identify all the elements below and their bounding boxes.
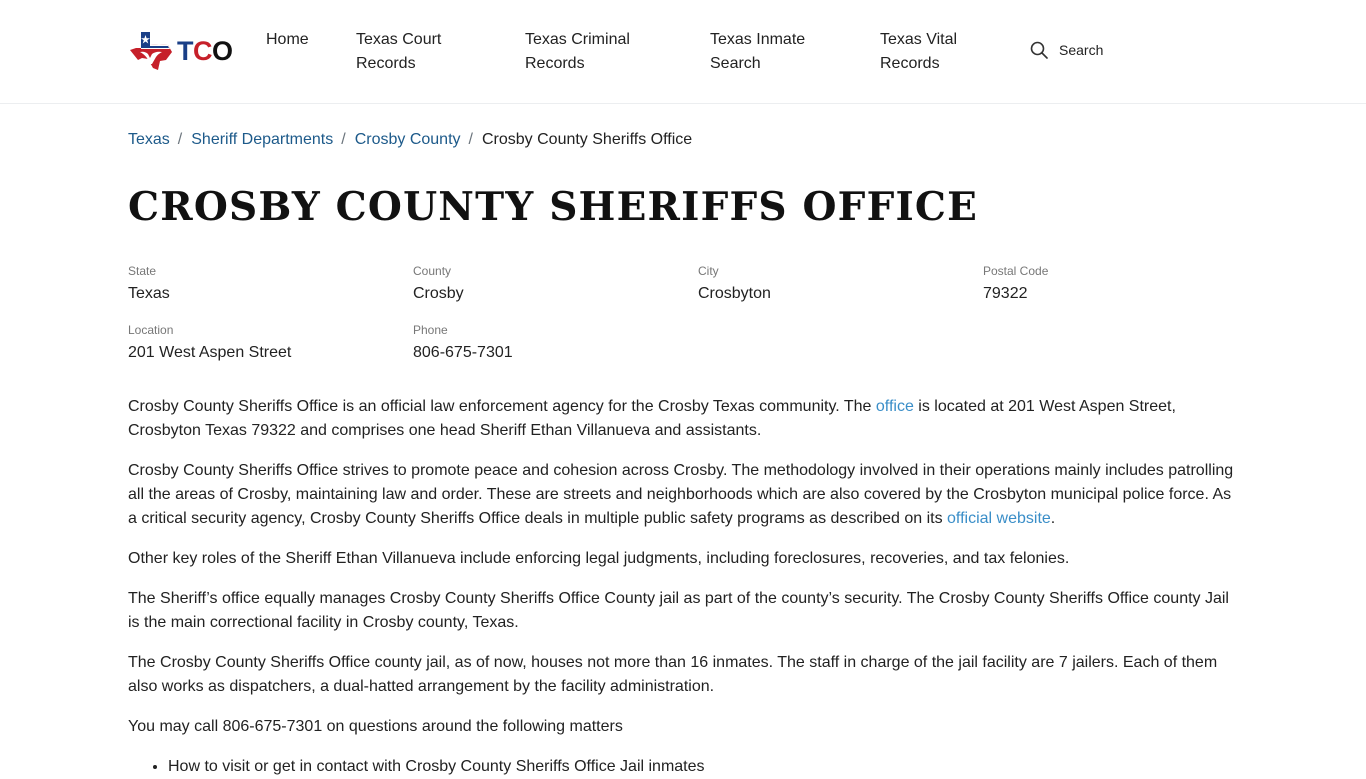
nav-texas-inmate-search[interactable]	[710, 28, 805, 76]
breadcrumb-separator: /	[177, 131, 183, 148]
breadcrumb-current: Crosby County Sheriffs Office	[481, 131, 693, 148]
nav-texas-vital-records[interactable]	[880, 28, 957, 76]
info-label: City	[698, 264, 719, 278]
paragraph-contact: You may call 806-675-7301 on questions around the following matters	[128, 718, 623, 735]
logo-text: TCO	[177, 35, 233, 66]
nav-label: Records	[525, 55, 585, 72]
breadcrumb-sheriff-departments[interactable]: Sheriff Departments	[191, 131, 334, 148]
info-phone	[413, 322, 513, 364]
info-label: State	[128, 264, 157, 278]
breadcrumb-crosby-county[interactable]: Crosby County	[354, 131, 461, 148]
page-title: CROSBY COUNTY SHERIFFS OFFICE	[128, 184, 979, 230]
texas-flag-map-icon	[128, 30, 174, 72]
nav-texas-court-records[interactable]	[356, 28, 441, 76]
search-label: Search	[1059, 42, 1104, 58]
text: Crosby County Sheriffs Office is an official law enforcement agency for the Crosby Texas community. The	[128, 398, 876, 415]
site-logo[interactable]	[128, 30, 233, 72]
nav-label: Records	[356, 55, 416, 72]
paragraph-inmates: The Crosby County Sheriffs Office county jail, as of now, houses not more than 16 inmates. The staff in charge of the jail facility are 7 jailers. Each of them also works as dispatchers, a dual-hatted arrangement by the facility administration.	[128, 654, 1218, 695]
info-value: 201 West Aspen Street	[128, 344, 292, 361]
nav-label: Texas Criminal	[525, 31, 630, 48]
info-state	[128, 263, 170, 305]
search-button[interactable]	[1030, 41, 1103, 59]
info-city	[698, 263, 771, 305]
breadcrumb-separator: /	[468, 131, 473, 148]
info-postal-code	[983, 263, 1048, 305]
nav-label: Texas Court	[356, 31, 442, 48]
nav-label: Records	[880, 55, 940, 72]
info-value: Crosby	[413, 285, 464, 302]
info-value: 806-675-7301	[413, 344, 513, 361]
paragraph-operations	[128, 459, 1238, 531]
paragraph-roles: Other key roles of the Sheriff Ethan Villanueva include enforcing legal judgments, including foreclosures, recoveries, and tax felonies.	[128, 550, 1070, 567]
breadcrumb-texas[interactable]: Texas	[128, 131, 170, 148]
official-website-link[interactable]: official website	[947, 510, 1051, 527]
breadcrumb	[128, 130, 692, 150]
list-item: • How to visit or get in contact with Crosby County Sheriffs Office Jail inmates	[168, 755, 1238, 779]
info-label: Phone	[413, 323, 448, 337]
info-label: County	[413, 264, 452, 278]
breadcrumb-separator: /	[341, 131, 346, 148]
site-header	[0, 0, 1366, 104]
info-value: Crosbyton	[698, 285, 771, 302]
nav-home[interactable]	[266, 28, 309, 52]
info-label: Location	[128, 323, 174, 337]
info-value: 79322	[983, 285, 1028, 302]
text: is located at 201 West Aspen Street, Crosbyton Texas 79322 and comprises one head Sheriff Ethan Villanueva and assistants.	[128, 398, 1176, 439]
paragraph-jail: The Sheriff’s office equally manages Crosby County Sheriffs Office County jail as part of the county’s security. The Crosby County Sheriffs Office county Jail is the main correctional facility in Crosby county, Texas.	[128, 590, 1229, 631]
info-location	[128, 322, 291, 364]
info-value: Texas	[128, 285, 170, 302]
info-label: Postal Code	[983, 264, 1049, 278]
search-icon	[1030, 41, 1048, 59]
article-body	[128, 395, 1238, 779]
nav-label: Search	[710, 55, 761, 72]
nav-label: Texas Vital	[880, 31, 958, 48]
paragraph-intro	[128, 395, 1238, 443]
nav-texas-criminal-records[interactable]	[525, 28, 630, 76]
office-link[interactable]: office	[875, 398, 914, 415]
text: .	[1050, 510, 1056, 527]
nav-label: Home	[266, 31, 309, 48]
info-county	[413, 263, 464, 305]
nav-label: Texas Inmate	[710, 31, 806, 48]
matters-list	[168, 755, 1238, 779]
text: Crosby County Sheriffs Office strives to promote peace and cohesion across Crosby. The methodology involved in their operations mainly includes patrolling all the areas of Crosby, maintaining law and order. These are streets and neighborhoods which are also covered by the Crosbyton municipal police force. As a critical security agency, Crosby County Sheriffs Office deals in multiple public safety programs as described on its	[128, 462, 1234, 527]
